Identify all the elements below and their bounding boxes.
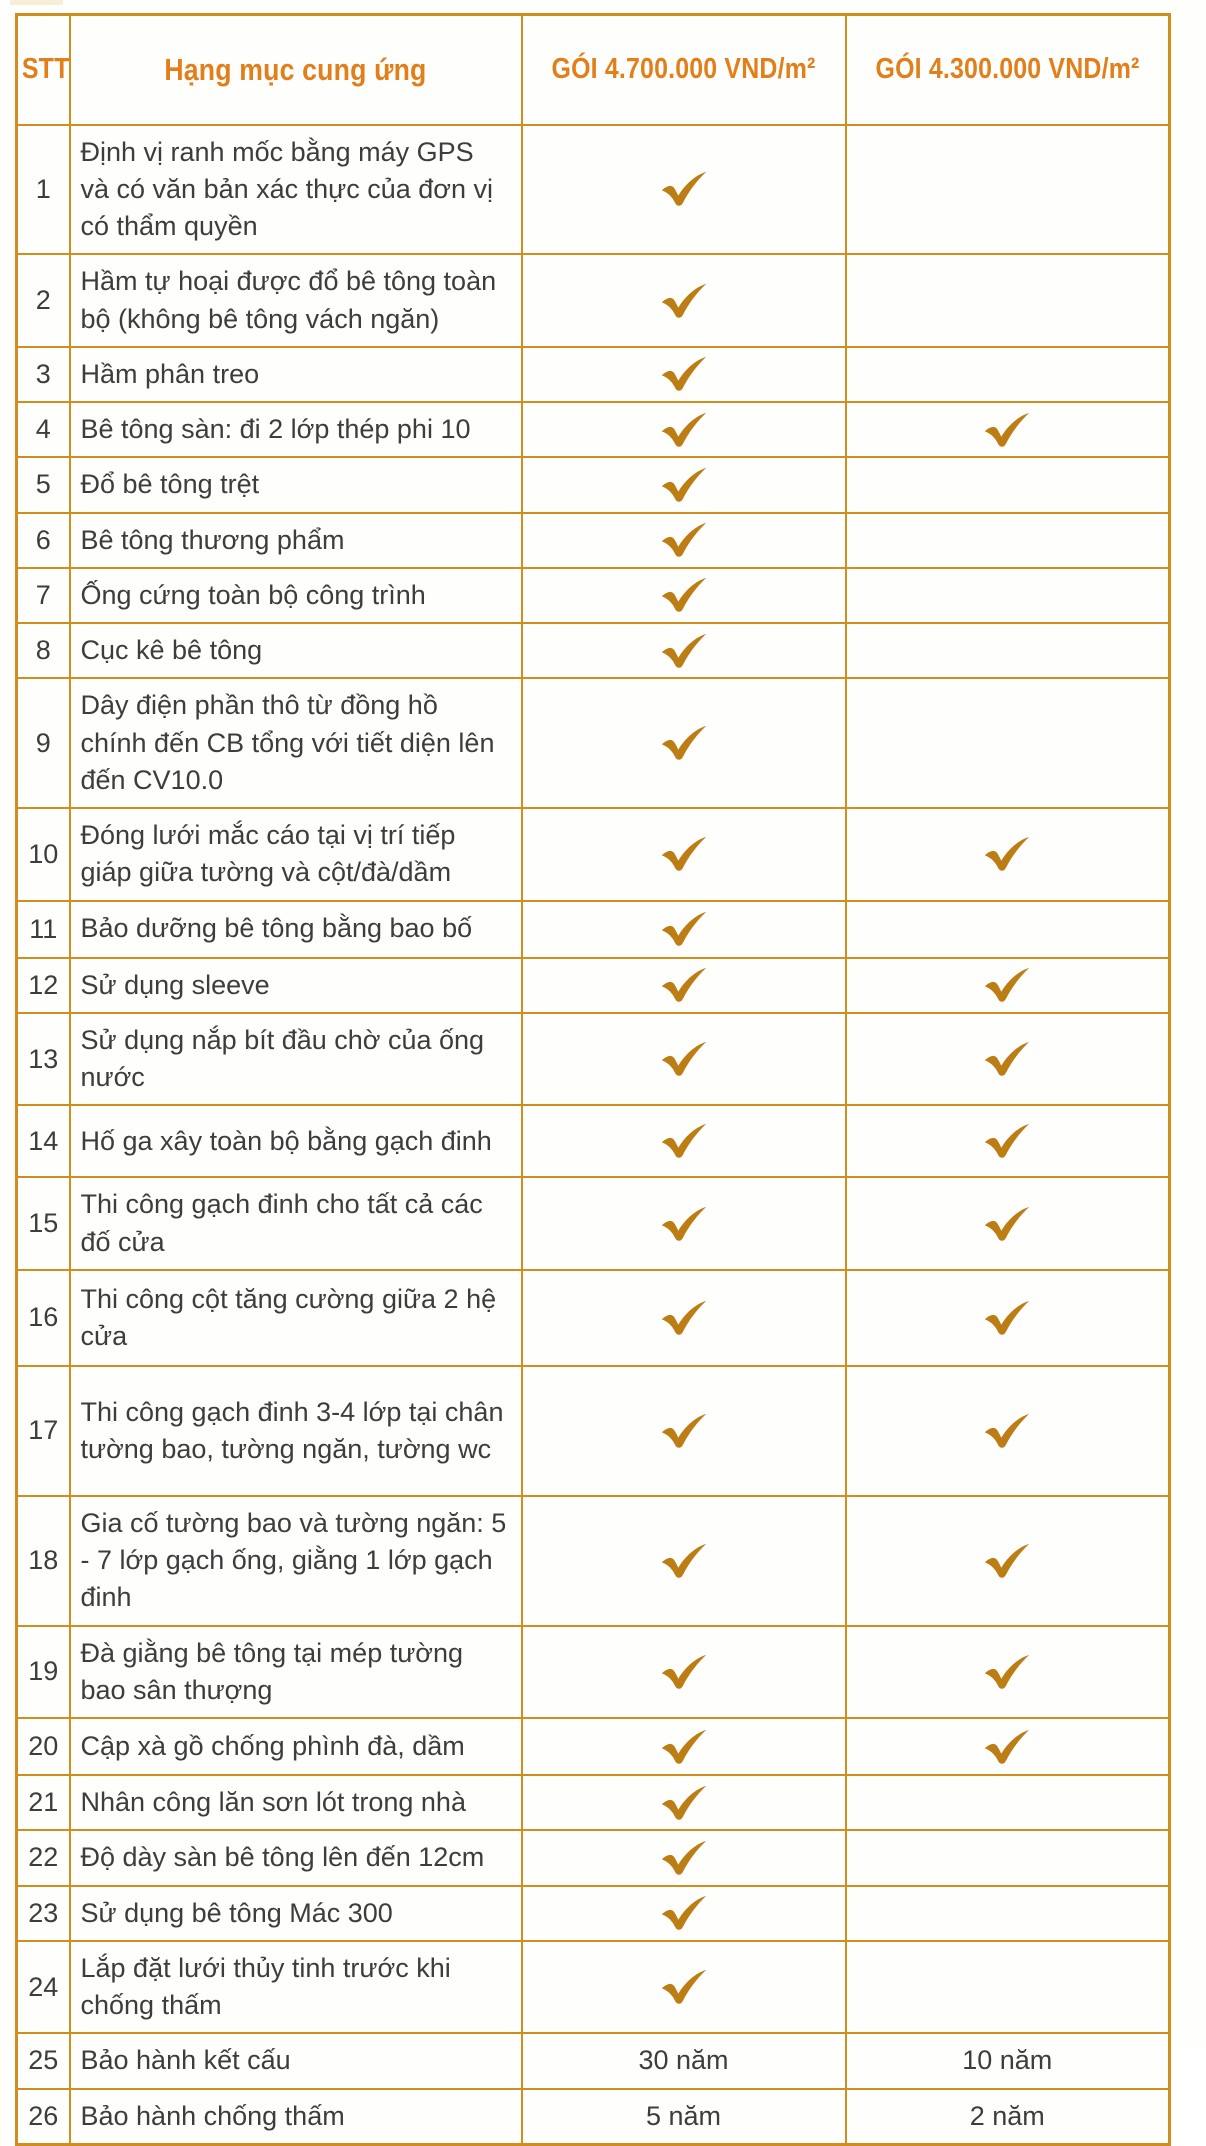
check-icon bbox=[983, 1729, 1031, 1765]
check-icon bbox=[660, 1840, 708, 1876]
pkg2-cell bbox=[846, 808, 1170, 901]
check-icon bbox=[660, 1041, 708, 1077]
pkg2-cell bbox=[846, 1105, 1170, 1177]
row-number: 9 bbox=[17, 678, 70, 808]
pkg1-cell bbox=[522, 1496, 846, 1626]
pkg2-cell bbox=[846, 1886, 1170, 1941]
table-row bbox=[17, 1830, 1170, 1885]
table-row bbox=[17, 623, 1170, 678]
check-icon bbox=[660, 1123, 708, 1159]
pkg2-cell bbox=[846, 1941, 1170, 2034]
header-item bbox=[70, 15, 522, 125]
table-row bbox=[17, 1941, 1170, 2034]
table-row bbox=[17, 457, 1170, 512]
item-label: Bảo dưỡng bê tông bằng bao bố bbox=[70, 901, 522, 958]
item-label: Bảo hành chống thấm bbox=[70, 2089, 522, 2145]
item-label: Dây điện phần thô từ đồng hồ chính đến CB tổng với tiết diện lên đến CV10.0 bbox=[70, 678, 522, 808]
pkg1-cell bbox=[522, 457, 846, 512]
table-row bbox=[17, 125, 1170, 255]
pkg1-cell bbox=[522, 1013, 846, 1106]
check-icon bbox=[660, 283, 708, 319]
pkg1-cell bbox=[522, 958, 846, 1013]
row-number: 2 bbox=[17, 254, 70, 347]
check-icon bbox=[660, 1895, 708, 1931]
check-icon bbox=[660, 412, 708, 448]
item-label: Sử dụng bê tông Mác 300 bbox=[70, 1886, 522, 1941]
table-row bbox=[17, 678, 1170, 808]
table-row bbox=[17, 513, 1170, 568]
check-icon bbox=[660, 633, 708, 669]
item-label: Thi công cột tăng cường giữa 2 hệ cửa bbox=[70, 1270, 522, 1366]
check-icon bbox=[983, 1413, 1031, 1449]
check-icon bbox=[983, 1300, 1031, 1336]
table-row bbox=[17, 1886, 1170, 1941]
check-icon bbox=[660, 1543, 708, 1579]
pkg1-cell bbox=[522, 1718, 846, 1775]
table-row bbox=[17, 1177, 1170, 1270]
row-number: 26 bbox=[17, 2089, 70, 2145]
row-number: 1 bbox=[17, 125, 70, 255]
check-icon bbox=[983, 836, 1031, 872]
table-row bbox=[17, 1105, 1170, 1177]
table-row bbox=[17, 1775, 1170, 1830]
item-label: Đà giằng bê tông tại mép tường bao sân thượng bbox=[70, 1626, 522, 1719]
row-number: 13 bbox=[17, 1013, 70, 1106]
check-icon bbox=[660, 467, 708, 503]
header-package-4700000-label: GÓI 4.700.000 VND/m² bbox=[551, 53, 816, 86]
check-icon bbox=[983, 1543, 1031, 1579]
row-number: 7 bbox=[17, 568, 70, 623]
pkg2-cell bbox=[846, 1496, 1170, 1626]
check-icon bbox=[660, 911, 708, 947]
row-number: 15 bbox=[17, 1177, 70, 1270]
item-label: Hầm tự hoại được đổ bê tông toàn bộ (không bê tông vách ngăn) bbox=[70, 254, 522, 347]
warranty-value: 5 năm bbox=[522, 2089, 846, 2145]
item-label: Bê tông thương phẩm bbox=[70, 513, 522, 568]
package-comparison-table bbox=[15, 13, 1171, 2146]
item-label: Nhân công lăn sơn lót trong nhà bbox=[70, 1775, 522, 1830]
pkg1-cell bbox=[522, 254, 846, 347]
table-row bbox=[17, 1496, 1170, 1626]
pkg2-cell bbox=[846, 125, 1170, 255]
row-number: 8 bbox=[17, 623, 70, 678]
item-label: Đóng lưới mắc cáo tại vị trí tiếp giáp giữa tường và cột/đà/dầm bbox=[70, 808, 522, 901]
item-label: Thi công gạch đinh 3-4 lớp tại chân tường bao, tường ngăn, tường wc bbox=[70, 1366, 522, 1496]
table-body bbox=[17, 125, 1170, 2145]
check-icon bbox=[660, 171, 708, 207]
item-label: Lắp đặt lưới thủy tinh trước khi chống thấm bbox=[70, 1941, 522, 2034]
row-number: 16 bbox=[17, 1270, 70, 1366]
item-label: Định vị ranh mốc bằng máy GPS và có văn bản xác thực của đơn vị có thẩm quyền bbox=[70, 125, 522, 255]
pkg2-cell bbox=[846, 1626, 1170, 1719]
item-label: Bê tông sàn: đi 2 lớp thép phi 10 bbox=[70, 402, 522, 457]
row-number: 4 bbox=[17, 402, 70, 457]
pkg1-cell bbox=[522, 678, 846, 808]
check-icon bbox=[660, 1969, 708, 2005]
warranty-value: 2 năm bbox=[846, 2089, 1170, 2145]
table-row bbox=[17, 2033, 1170, 2088]
pkg2-cell bbox=[846, 568, 1170, 623]
row-number: 10 bbox=[17, 808, 70, 901]
pkg1-cell bbox=[522, 1626, 846, 1719]
check-icon bbox=[660, 1300, 708, 1336]
header-item-label: Hạng mục cung ứng bbox=[164, 51, 427, 87]
warranty-value: 10 năm bbox=[846, 2033, 1170, 2088]
pkg2-cell bbox=[846, 1366, 1170, 1496]
pkg2-cell bbox=[846, 513, 1170, 568]
pkg1-cell bbox=[522, 1105, 846, 1177]
row-number: 12 bbox=[17, 958, 70, 1013]
check-icon bbox=[983, 967, 1031, 1003]
item-label: Gia cố tường bao và tường ngăn: 5 - 7 lớp gạch ống, giằng 1 lớp gạch đinh bbox=[70, 1496, 522, 1626]
row-number: 21 bbox=[17, 1775, 70, 1830]
check-icon bbox=[660, 1729, 708, 1765]
pkg2-cell bbox=[846, 1177, 1170, 1270]
pkg2-cell bbox=[846, 1270, 1170, 1366]
row-number: 23 bbox=[17, 1886, 70, 1941]
top-left-artifact bbox=[10, 0, 63, 5]
pkg2-cell bbox=[846, 254, 1170, 347]
table-row bbox=[17, 568, 1170, 623]
check-icon bbox=[983, 1041, 1031, 1077]
check-icon bbox=[660, 522, 708, 558]
pkg1-cell bbox=[522, 1775, 846, 1830]
pkg2-cell bbox=[846, 457, 1170, 512]
check-icon bbox=[983, 1206, 1031, 1242]
table-row bbox=[17, 1270, 1170, 1366]
pkg1-cell bbox=[522, 1366, 846, 1496]
pkg2-cell bbox=[846, 958, 1170, 1013]
table-row bbox=[17, 1718, 1170, 1775]
pkg1-cell bbox=[522, 1886, 846, 1941]
pkg1-cell bbox=[522, 568, 846, 623]
check-icon bbox=[660, 1206, 708, 1242]
row-number: 25 bbox=[17, 2033, 70, 2088]
check-icon bbox=[660, 1413, 708, 1449]
check-icon bbox=[983, 412, 1031, 448]
item-label: Hố ga xây toàn bộ bằng gạch đinh bbox=[70, 1105, 522, 1177]
table-row bbox=[17, 2089, 1170, 2145]
header-package-4300000-label: GÓI 4.300.000 VND/m² bbox=[875, 53, 1140, 86]
row-number: 3 bbox=[17, 347, 70, 402]
pkg1-cell bbox=[522, 1941, 846, 2034]
pkg1-cell bbox=[522, 623, 846, 678]
item-label: Cập xà gồ chống phình đà, dầm bbox=[70, 1718, 522, 1775]
item-label: Cục kê bê tông bbox=[70, 623, 522, 678]
check-icon bbox=[660, 356, 708, 392]
header-package-4300000 bbox=[846, 15, 1170, 125]
row-number: 20 bbox=[17, 1718, 70, 1775]
check-icon bbox=[660, 577, 708, 613]
table-row bbox=[17, 808, 1170, 901]
row-number: 17 bbox=[17, 1366, 70, 1496]
pkg1-cell bbox=[522, 1270, 846, 1366]
pkg2-cell bbox=[846, 623, 1170, 678]
pkg2-cell bbox=[846, 402, 1170, 457]
item-label: Đổ bê tông trệt bbox=[70, 457, 522, 512]
pkg1-cell bbox=[522, 347, 846, 402]
table-row bbox=[17, 901, 1170, 958]
table-row bbox=[17, 958, 1170, 1013]
pkg2-cell bbox=[846, 678, 1170, 808]
header-row bbox=[17, 15, 1170, 125]
check-icon bbox=[660, 836, 708, 872]
row-number: 22 bbox=[17, 1830, 70, 1885]
row-number: 24 bbox=[17, 1941, 70, 2034]
row-number: 11 bbox=[17, 901, 70, 958]
check-icon bbox=[660, 1654, 708, 1690]
row-number: 5 bbox=[17, 457, 70, 512]
pkg1-cell bbox=[522, 1177, 846, 1270]
item-label: Sử dụng nắp bít đầu chờ của ống nước bbox=[70, 1013, 522, 1106]
table-row bbox=[17, 402, 1170, 457]
check-icon bbox=[660, 967, 708, 1003]
item-label: Độ dày sàn bê tông lên đến 12cm bbox=[70, 1830, 522, 1885]
row-number: 14 bbox=[17, 1105, 70, 1177]
warranty-value: 30 năm bbox=[522, 2033, 846, 2088]
pkg1-cell bbox=[522, 1830, 846, 1885]
pkg1-cell bbox=[522, 901, 846, 958]
check-icon bbox=[660, 1785, 708, 1821]
pkg2-cell bbox=[846, 901, 1170, 958]
pkg1-cell bbox=[522, 513, 846, 568]
table-row bbox=[17, 1366, 1170, 1496]
header-package-4700000 bbox=[522, 15, 846, 125]
pkg1-cell bbox=[522, 808, 846, 901]
table-row bbox=[17, 254, 1170, 347]
item-label: Sử dụng sleeve bbox=[70, 958, 522, 1013]
check-icon bbox=[660, 725, 708, 761]
pkg2-cell bbox=[846, 1013, 1170, 1106]
pkg2-cell bbox=[846, 1775, 1170, 1830]
pkg2-cell bbox=[846, 1718, 1170, 1775]
check-icon bbox=[983, 1123, 1031, 1159]
header-stt bbox=[17, 15, 70, 125]
header-stt-label: STT bbox=[21, 53, 70, 86]
table-row bbox=[17, 1626, 1170, 1719]
table-row bbox=[17, 1013, 1170, 1106]
pkg1-cell bbox=[522, 402, 846, 457]
row-number: 6 bbox=[17, 513, 70, 568]
row-number: 19 bbox=[17, 1626, 70, 1719]
item-label: Thi công gạch đinh cho tất cả các đố cửa bbox=[70, 1177, 522, 1270]
table-row bbox=[17, 347, 1170, 402]
check-icon bbox=[983, 1654, 1031, 1690]
item-label: Hầm phân treo bbox=[70, 347, 522, 402]
item-label: Ống cứng toàn bộ công trình bbox=[70, 568, 522, 623]
item-label: Bảo hành kết cấu bbox=[70, 2033, 522, 2088]
row-number: 18 bbox=[17, 1496, 70, 1626]
pkg2-cell bbox=[846, 1830, 1170, 1885]
pkg1-cell bbox=[522, 125, 846, 255]
pkg2-cell bbox=[846, 347, 1170, 402]
